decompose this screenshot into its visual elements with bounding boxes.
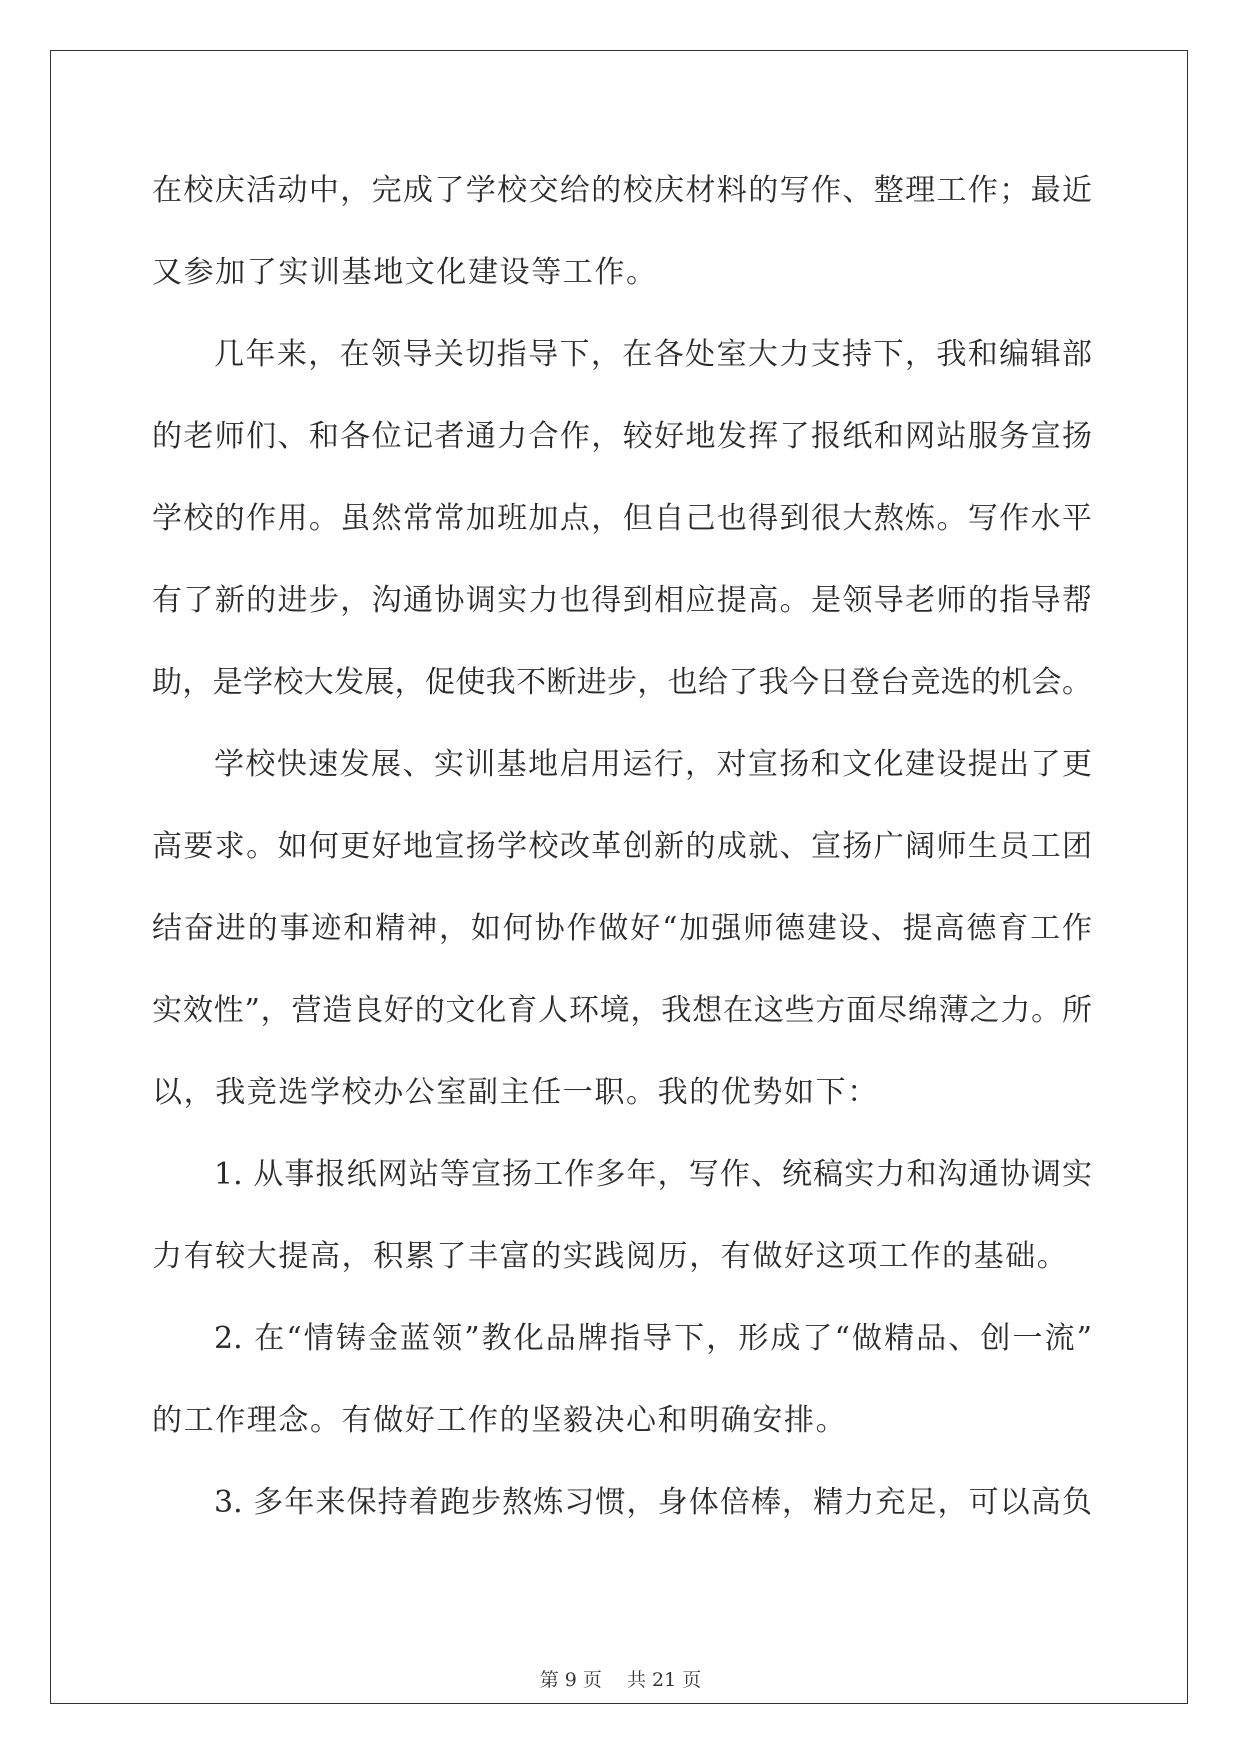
page-number-footer: 第 9 页 共 21 页: [539, 1669, 702, 1691]
list-item-1: 1. 从事报纸网站等宣扬工作多年，写作、统稿实力和沟通协调实: [214, 1157, 1092, 1192]
paragraph-first-line: 几年来，在领导关切指导下，在各处室大力支持下，我和编辑部: [214, 337, 1092, 372]
text-line: 实效性”，营造良好的文化育人环境，我想在这些方面尽绵薄之力。所: [152, 993, 1092, 1028]
text-line: 高要求。如何更好地宣扬学校改革创新的成就、宣扬广阔师生员工团: [152, 829, 1092, 864]
list-item-3: 3. 多年来保持着跑步熬炼习惯，身体倍棒，精力充足，可以高负: [214, 1485, 1092, 1520]
text-line: 在校庆活动中，完成了学校交给的校庆材料的写作、整理工作；最近: [152, 173, 1092, 208]
list-item-2: 2. 在“情铸金蓝领”教化品牌指导下，形成了“做精品、创一流”: [214, 1321, 1092, 1356]
text-line: 的工作理念。有做好工作的坚毅决心和明确安排。: [152, 1403, 848, 1438]
text-line: 有了新的进步，沟通协调实力也得到相应提高。是领导老师的指导帮: [152, 583, 1092, 618]
document-body: [152, 150, 1092, 1544]
text-line: 的老师们、和各位记者通力合作，较好地发挥了报纸和网站服务宣扬: [152, 419, 1092, 454]
text-line: 又参加了实训基地文化建设等工作。: [152, 255, 658, 290]
text-line: 学校的作用。虽然常常加班加点，但自己也得到很大熬炼。写作水平: [152, 501, 1092, 536]
text-line: 助，是学校大发展，促使我不断进步，也给了我今日登台竞选的机会。: [152, 665, 1092, 700]
text-line: 力有较大提高，积累了丰富的实践阅历，有做好这项工作的基础。: [152, 1239, 1069, 1274]
text-line: 以，我竞选学校办公室副主任一职。我的优势如下：: [152, 1075, 879, 1110]
paragraph-first-line: 学校快速发展、实训基地启用运行，对宣扬和文化建设提出了更: [214, 747, 1092, 782]
text-line: 结奋进的事迹和精神，如何协作做好“加强师德建设、提高德育工作: [152, 911, 1092, 946]
